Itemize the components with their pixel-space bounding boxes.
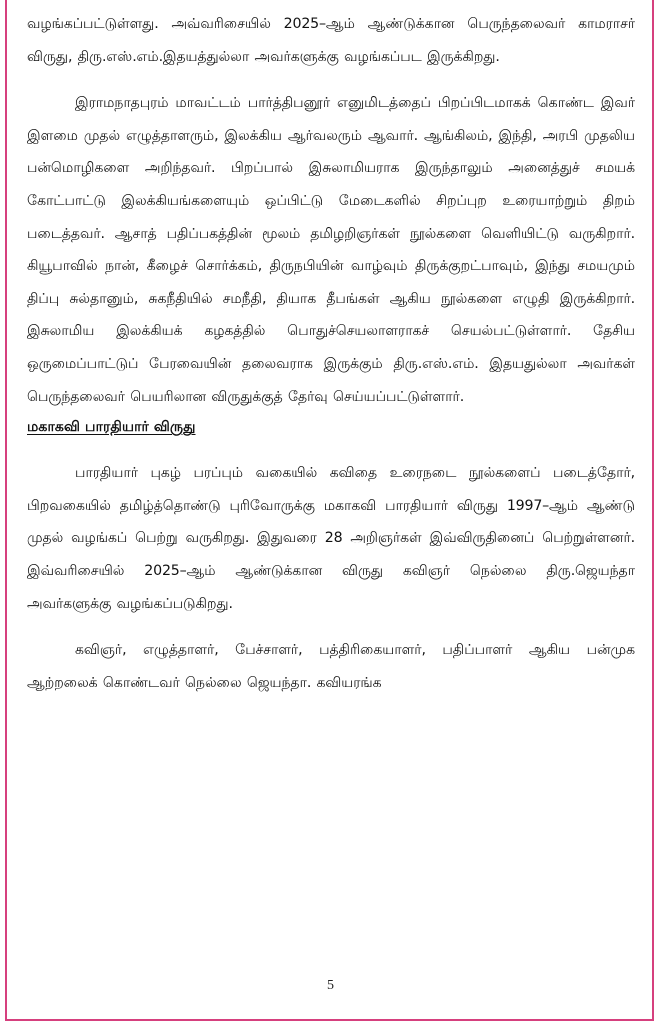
paragraph-award-announcement: வழங்கப்பட்டுள்ளது. அவ்வரிசையில் 2025–ஆம் ஆண்டுக்கான பெருந்தலைவர் காமராசர் விருது, திரு.எஸ்.எம்.இதயத்துல்லா அவர்களுக்கு வழங்கப்பட இருக்கிறது.: [27, 16, 635, 65]
section-heading-bharathiyar-award: மகாகவி பாரதியார் விருது: [27, 419, 196, 436]
document-body: [27, 8, 635, 699]
paragraph-bharathiyar-award: பாரதியார் புகழ் பரப்பும் வகையில் கவிதை உரைநடை நூல்களைப் படைத்தோர், பிறவகையில் தமிழ்த்தொண்டு புரிவோருக்கு மகாகவி பாரதியார் விருது 1997–ஆம் ஆண்டு முதல் வழங்கப் பெற்று வருகிறது. இதுவரை 28 அறிஞர்கள் இவ்விருதினைப் பெற்றுள்ளனர். இவ்வரிசையில் 2025–ஆம் ஆண்டுக்கான விருது கவிஞர் நெல்லை திரு.ஜெயந்தா அவர்களுக்கு வழங்கப்படுகிறது.: [27, 465, 635, 612]
paragraph-idhayathulla-biography: இராமநாதபுரம் மாவட்டம் பார்த்திபனூர் எனுமிடத்தைப் பிறப்பிடமாகக் கொண்ட இவர் இளமை முதல் எழுத்தாளரும், இலக்கிய ஆர்வலரும் ஆவார். ஆங்கிலம், இந்தி, அரபி முதலிய பன்மொழிகளை அறிந்தவர். பிறப்பால் இசுலாமியராக இருந்தாலும் அனைத்துச் சமயக் கோட்பாட்டு இலக்கியங்களையும் ஒப்பிட்டு மேடைகளில் சிறப்புற உரையாற்றும் திறம் படைத்தவர். ஆசாத் பதிப்பகத்தின் மூலம் தமிழறிஞர்கள் நூல்களை வெளியிட்டு வருகிறார். கியூபாவில் நான், கீழைச் சொர்க்கம், திருநபியின் வாழ்வும் திருக்குறட்பாவும், இந்து சமயமும் திப்பு சுல்தானும், சுகநீதியில் சமநீதி, தியாக தீபங்கள் ஆகிய நூல்களை எழுதி இருக்கிறார். இசுலாமிய இலக்கியக் கழகத்தில் பொதுச்செயலாளராகச் செயல்பட்டுள்ளார். தேசிய ஒருமைப்பாட்டுப் பேரவையின் தலைவராக இருக்கும் திரு.எஸ்.எம். இதயதுல்லா அவர்கள் பெருந்தலைவர் பெயரிலான விருதுக்குத் தேர்வு செய்யப்பட்டுள்ளார்.: [27, 95, 635, 405]
paragraph-jeyantha-biography: கவிஞர், எழுத்தாளர், பேச்சாளர், பத்திரிகையாளர், பதிப்பாளர் ஆகிய பன்முக ஆற்றலைக் கொண்டவர் நெல்லை ஜெயந்தா. கவியரங்க: [27, 642, 635, 691]
page-number: 5: [327, 978, 334, 993]
